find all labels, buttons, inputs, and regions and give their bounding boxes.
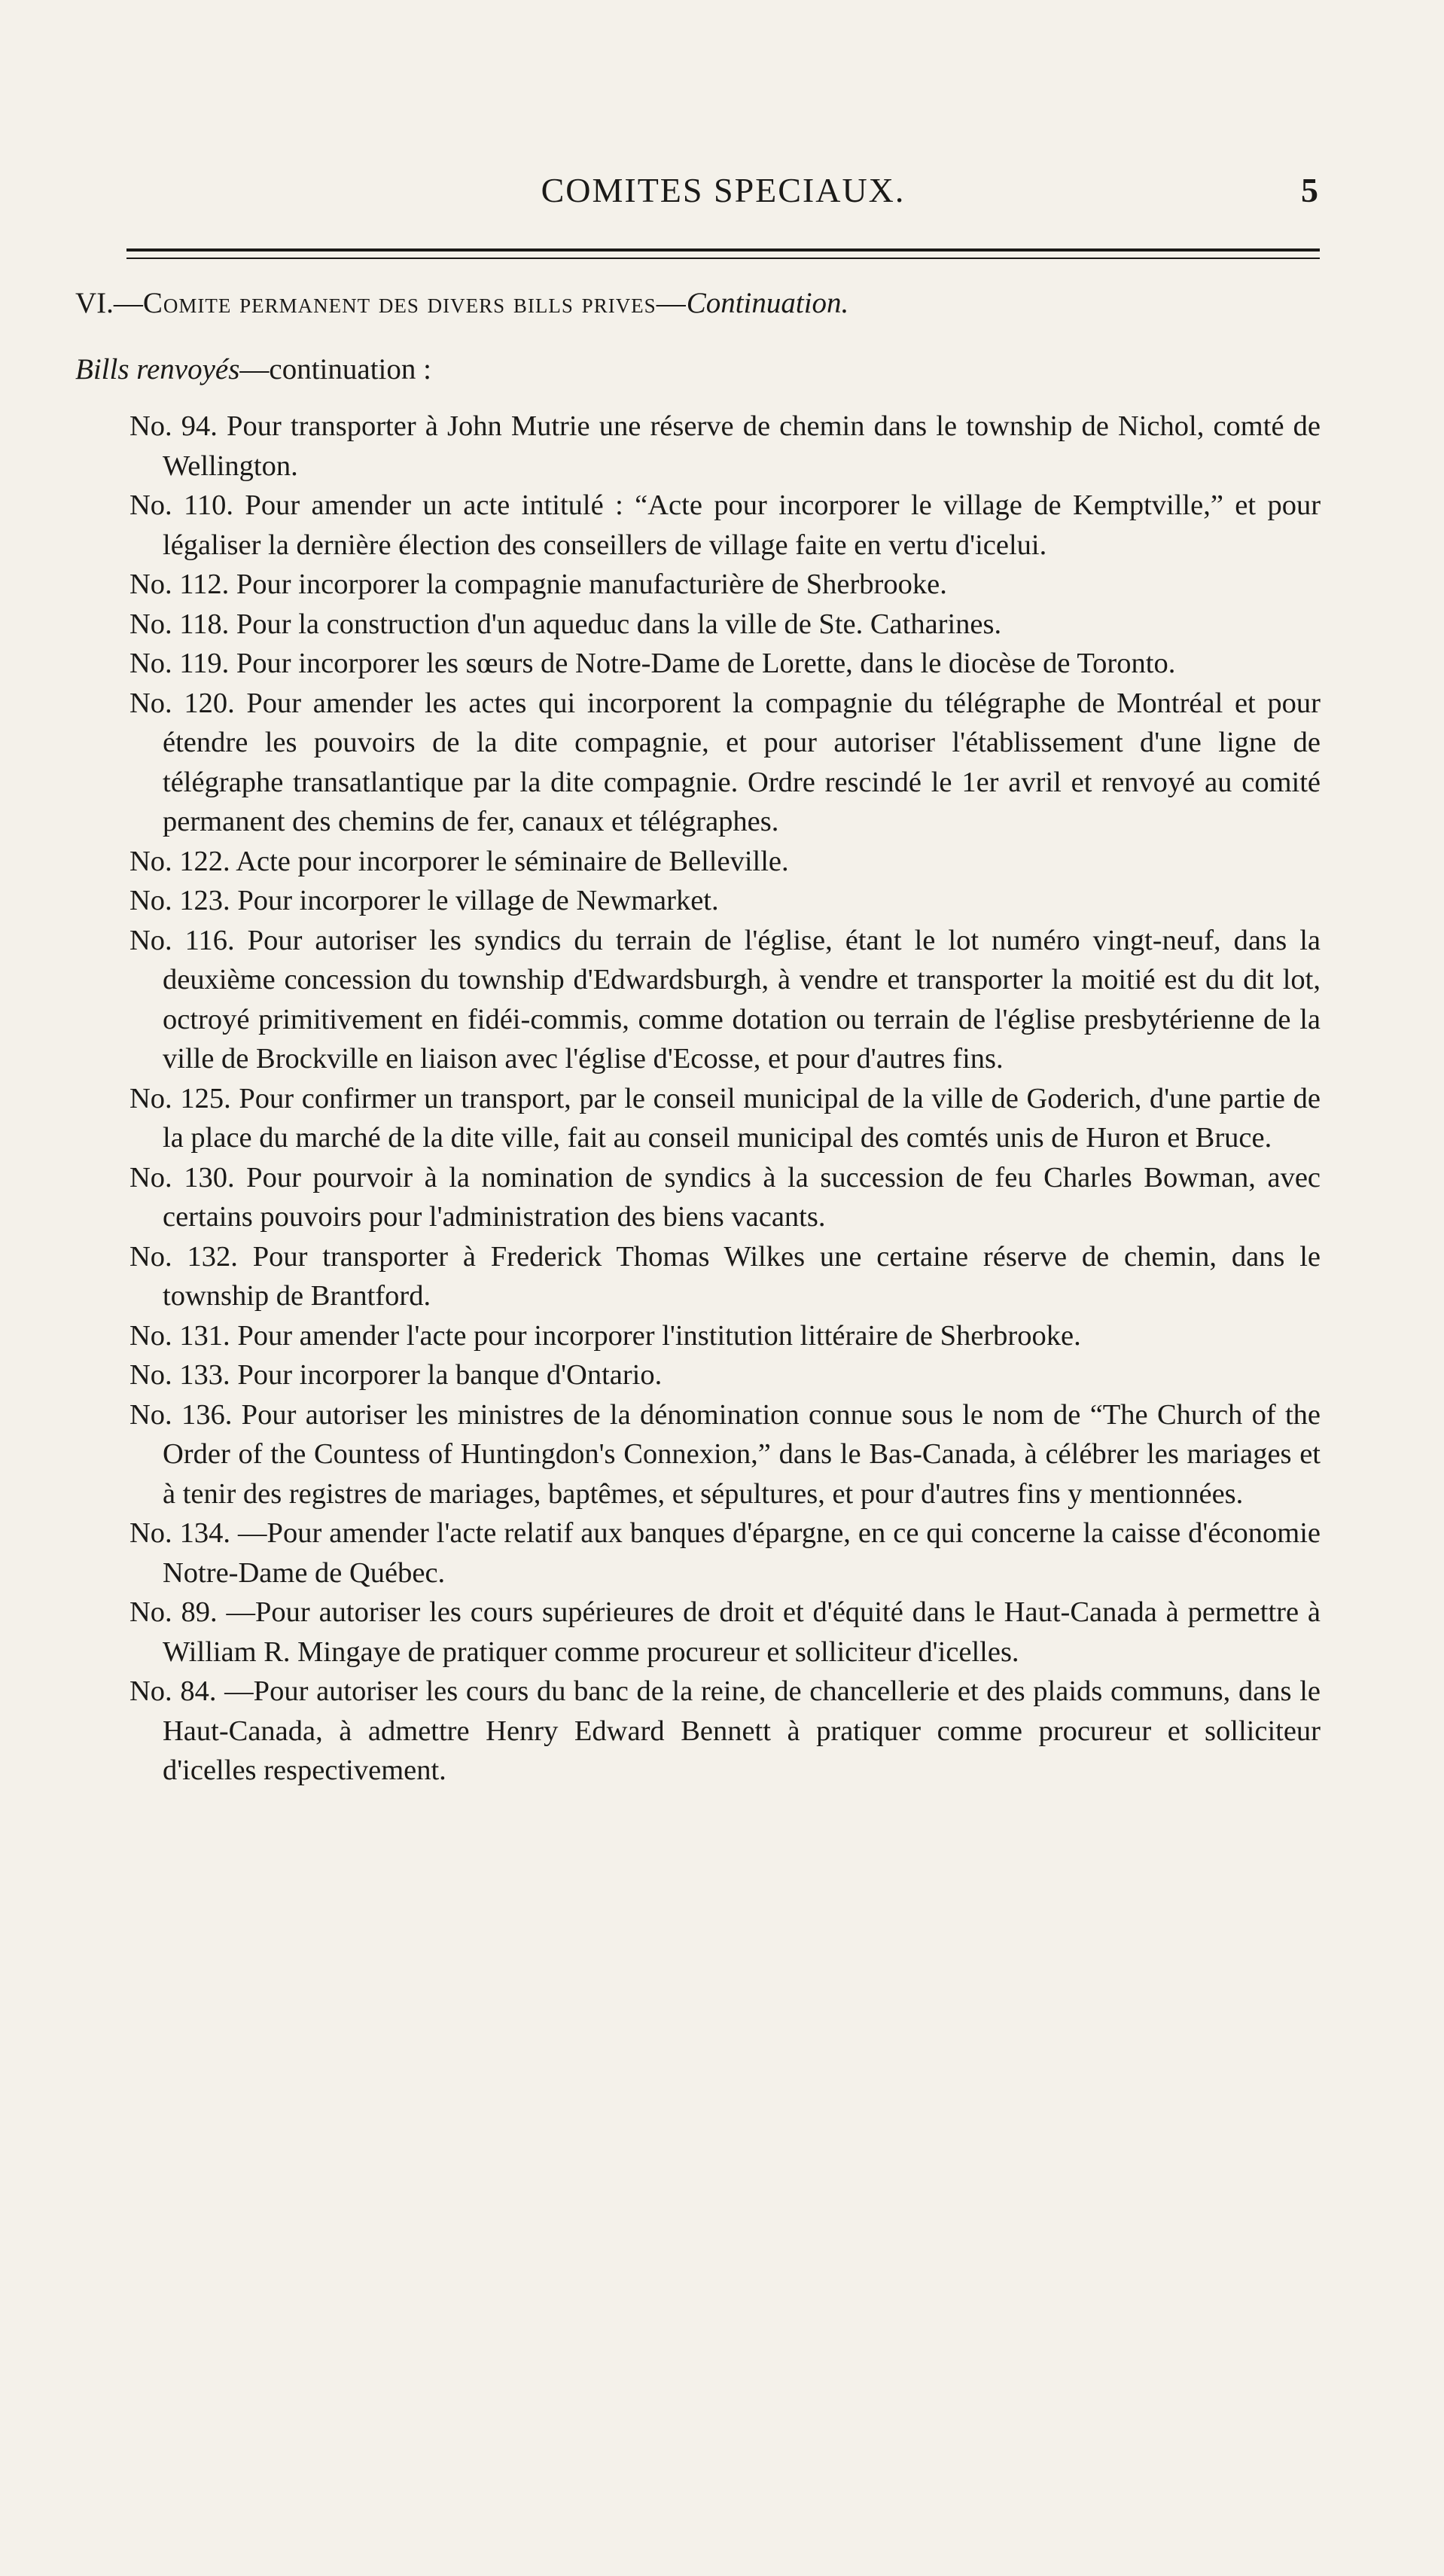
- bill-description: Pour incorporer la compagnie manufacturière de Sherbrooke.: [236, 569, 947, 600]
- bill-description: Pour incorporer le village de Newmarket.: [237, 885, 719, 916]
- bill-number: No. 134.: [129, 1517, 231, 1549]
- bill-number: No. 125.: [129, 1082, 231, 1114]
- bill-number: No. 94.: [129, 410, 218, 442]
- bill-description: Pour autoriser les ministres de la dénomination connue sous le nom de “The Church of the Order of the Countess of Huntingdon's Connexion,” dans le Bas-Canada, à célébrer les mariages et à tenir des registres de mariages, baptêmes, et sépultures, et pour d'autres fins y mentionnées.: [163, 1398, 1321, 1510]
- bill-description: Pour amender les actes qui incorporent la compagnie du télégraphe de Montréal et pour étendre les pouvoirs de la dite compagnie, et pour autoriser l'établissement d'une ligne de télégraphe transatlantique par la dite compagnie. Ordre rescindé le 1er avril et renvoyé au comité permanent des chemins de fer, canaux et télégraphes.: [163, 687, 1321, 837]
- bill-description: Pour amender un acte intitulé : “Acte pour incorporer le village de Kemptville,” et pour légaliser la dernière élection des conseillers de village faite en vertu d'icelui.: [163, 489, 1321, 561]
- header-rule-thin: [126, 258, 1320, 259]
- bill-entry: [129, 486, 1321, 565]
- page-number: 5: [1301, 171, 1318, 209]
- bill-number: No. 120.: [129, 687, 235, 719]
- bill-description: Pour confirmer un transport, par le conseil municipal de la ville de Goderich, d'une partie de la place du marché de la dite ville, fait au conseil municipal des comtés unis de Huron et Bruce.: [163, 1082, 1321, 1154]
- bill-entry: [129, 1395, 1321, 1514]
- bill-description: —Pour autoriser les cours supérieures de droit et d'équité dans le Haut-Canada à permettre à William R. Mingaye de pratiquer comme procureur et solliciteur d'icelles.: [163, 1596, 1321, 1668]
- bill-entry: [129, 407, 1321, 486]
- bill-number: No. 132.: [129, 1240, 238, 1273]
- bill-number: No. 130.: [129, 1161, 235, 1193]
- bill-entry: [129, 565, 1321, 605]
- bill-entry: [129, 644, 1321, 684]
- bill-entry: [129, 1316, 1321, 1356]
- bill-entry: [129, 605, 1321, 645]
- bill-description: Pour amender l'acte pour incorporer l'institution littéraire de Sherbrooke.: [237, 1319, 1081, 1352]
- bill-number: No. 112.: [129, 569, 230, 600]
- bill-list: [129, 407, 1321, 1791]
- bills-subheading: [75, 352, 431, 386]
- section-heading: [75, 286, 848, 320]
- bill-entry: [129, 1514, 1321, 1593]
- running-title: COMITES SPECIAUX.: [541, 171, 906, 209]
- bill-entry: [129, 921, 1321, 1079]
- bill-entry: [129, 881, 1321, 921]
- bill-number: No. 123.: [129, 885, 230, 916]
- bill-entry: [129, 1079, 1321, 1158]
- bill-number: No. 119.: [129, 648, 230, 679]
- bill-number: No. 116.: [129, 924, 235, 956]
- bill-entry: [129, 684, 1321, 842]
- bill-description: Acte pour incorporer le séminaire de Belleville.: [236, 845, 789, 877]
- bill-number: No. 136.: [129, 1398, 233, 1431]
- bill-number: No. 118.: [129, 608, 230, 640]
- bill-description: Pour autoriser les syndics du terrain de l'église, étant le lot numéro vingt-neuf, dans la deuxième concession du township d'Edwardsburgh, à vendre et transporter la moitié est du dit lot, octroyé primitivement en fidéi-commis, comme dotation ou terrain de l'église presbytérienne de la ville de Brockville en liaison avec l'église d'Ecosse, et pour d'autres fins.: [163, 924, 1321, 1075]
- bill-entry: [129, 1672, 1321, 1791]
- bill-description: Pour incorporer les sœurs de Notre-Dame de Lorette, dans le diocèse de Toronto.: [236, 648, 1176, 679]
- bill-number: No. 133.: [129, 1359, 230, 1391]
- bill-entry: [129, 842, 1321, 882]
- subheading-suffix: —continuation :: [239, 353, 431, 386]
- bill-entry: [129, 1355, 1321, 1395]
- bill-entry: [129, 1593, 1321, 1672]
- bill-description: Pour la construction d'un aqueduc dans la ville de Ste. Catharines.: [236, 608, 1002, 640]
- bill-number: No. 110.: [129, 489, 234, 521]
- section-number: VI.—: [75, 287, 143, 319]
- bill-number: No. 122.: [129, 845, 230, 877]
- section-continuation: Continuation.: [686, 287, 849, 319]
- header-rule-thick: [126, 248, 1320, 252]
- bill-entry: [129, 1237, 1321, 1316]
- bill-description: Pour transporter à John Mutrie une réserve de chemin dans le township de Nichol, comté de Wellington.: [163, 410, 1321, 482]
- bill-description: Pour pourvoir à la nomination de syndics à la succession de feu Charles Bowman, avec certains pouvoirs pour l'administration des biens vacants.: [163, 1161, 1321, 1233]
- bill-description: Pour incorporer la banque d'Ontario.: [237, 1359, 663, 1391]
- bill-description: —Pour autoriser les cours du banc de la reine, de chancellerie et des plaids communs, dans le Haut-Canada, à admettre Henry Edward Bennett à pratiquer comme procureur et solliciteur d'icelles respectivement.: [163, 1675, 1321, 1786]
- page-header: [126, 170, 1320, 223]
- bill-entry: [129, 1158, 1321, 1237]
- bill-number: No. 89.: [129, 1596, 218, 1628]
- bill-description: —Pour amender l'acte relatif aux banques d'épargne, en ce qui concerne la caisse d'économie Notre-Dame de Québec.: [163, 1517, 1321, 1589]
- section-title: Comite permanent des divers bills prives—: [142, 287, 687, 319]
- bill-number: No. 131.: [129, 1319, 230, 1352]
- bill-description: Pour transporter à Frederick Thomas Wilkes une certaine réserve de chemin, dans le township de Brantford.: [163, 1240, 1321, 1312]
- subheading-label: Bills renvoyés: [75, 353, 240, 386]
- bill-number: No. 84.: [129, 1675, 217, 1707]
